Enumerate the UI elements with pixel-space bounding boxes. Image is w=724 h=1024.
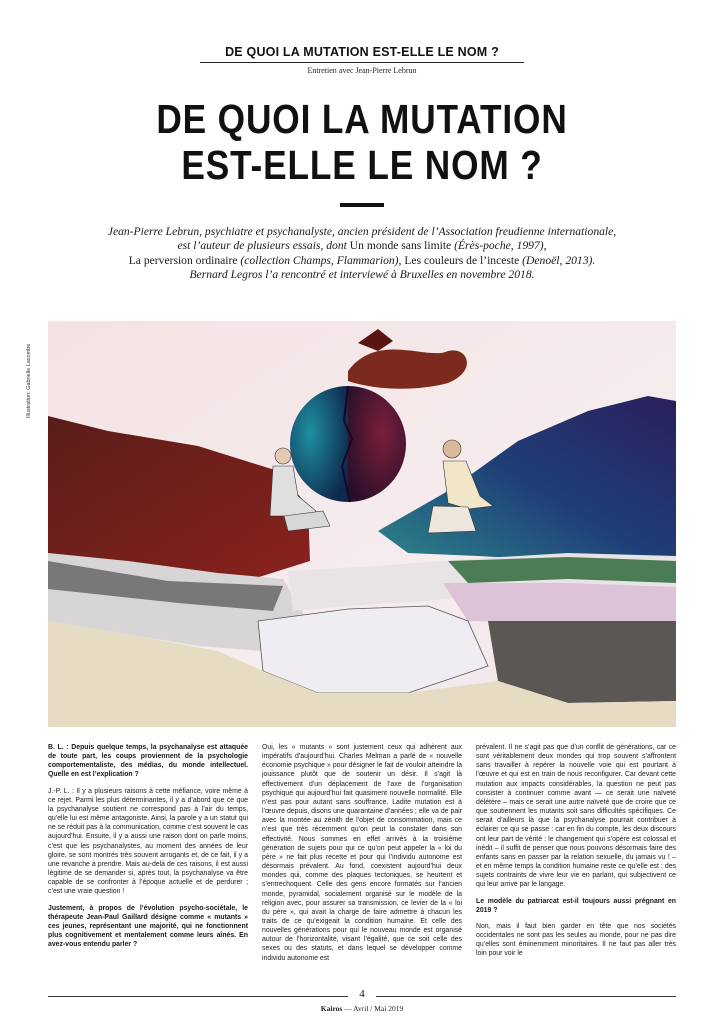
question-paragraph: Justement, à propos de l’évolution psycho-sociétale, le thérapeute Jean-Paul Gaillard désigne comme « mutants » ces jeunes, représentant une majorité, qui ne fonctionnent plus cognitivement et mentalement comme leurs aînés. En avez-vous entendu parler ? (48, 904, 248, 949)
deck-line-2a: est l’auteur de plusieurs essais, dont (177, 239, 350, 253)
deck-book-title-3: Les couleurs de l’inceste (404, 253, 520, 267)
publication-issue: — Avril / Mai 2019 (342, 1004, 404, 1013)
interview-byline: Entretien avec Jean-Pierre Lebrun (307, 66, 417, 75)
article-title-line-1: DE QUOI LA MUTATION (156, 96, 568, 142)
split-orb (290, 386, 406, 502)
illustration-artwork (48, 321, 676, 727)
header-rule (200, 62, 524, 63)
illustration-credit: Illustration: Gabrielle Lacombe (26, 343, 32, 418)
deck-line-4: Bernard Legros l’a rencontré et interviewé à Bruxelles en novembre 2018. (189, 268, 535, 282)
answer-paragraph: Oui, les « mutants » sont justement ceux qui adhèrent aux impératifs d’aujourd’hui. Charles Melman a parlé de « nouvelle économie psychique » pour désigner le fait de vouloir atteindre la jouissance plutôt que de soutenir un désir. Il s’agit là effectivement d’un déplacement de l’axe de l’organisation psychique qui aujourd’hui fait quasiment nouvelle normalité. Elle n’est pas pour autant sans souffrance. Ladite mutation est à l’œuvre depuis, disons une quarantaine d’années ; elle va de pair avec la montée au zénith de l’objet de consommation, mais ce n’est que très récemment qu’on peut la constater dans son effectivité. Nous sommes en effet arrivés à la troisième génération de sujets pour qui ce qu’on peut appeler la « loi du père » ne fait plus recette et pour qui l’individu autonome est désormais prévalent. Au fond, coexistent aujourd’hui deux mondes qui, comme des plaques tectoniques, se heurtent et s’entrechoquent. Celle des gens encore formatés sur l’ancien monde, pyramidal, socialement organisé sur le modèle de la religion avec, pour assurer sa transmission, ce levier de la « loi du père », qui avait la charge de faire admettre à chacun les traits de ce qu’exigeait la condition humaine. Et celle des nouvelles générations pour qui le nouveau monde est organisé autour de l’horizontalité, visant l’égalité, que ce soit celle des sexes ou des statuts, et dans lequel se développer comme individu autonome est (262, 744, 462, 962)
answer-paragraph: prévalent. Il ne s’agit pas que d’un conflit de générations, car ce sont véritablement deux mondes qui trop souvent s’affrontent sans travailler à repérer la nouvelle voie qui est pourtant à l’œuvre et qui est en train de nous reconfigurer. Car devant cette mutation aux impacts considérables, la question ne peut pas consister à continuer comme avant — ce serait une naïveté délétère – mais ce serait une autre naïveté que de croire que ce que soutiennent les mutants soit sans difficultés spécifiques. Ce serait d’ailleurs là que la psychanalyse pourrait contribuer à éclairer ce qui se passe : car en fin du compte, les deux discours ont leur part de vérité : le changement qui s’opère est colossal et inédit – il suffit de penser que nous pouvons désormais faire des enfants sans en passer par la relation sexuelle, du jamais vu ! – et en même temps la condition humaine reste ce qu’elle est : des sujets contraints de vivre leur vie en parlant, qui subjectivent ce qui leur arrive par le langage. (476, 744, 676, 889)
body-column-2 (262, 743, 462, 993)
body-column-1 (48, 743, 248, 993)
article-title-line-2: EST-ELLE LE NOM ? (181, 142, 543, 188)
deck-line-3 (60, 254, 664, 268)
article-deck (60, 225, 664, 283)
article-body (48, 743, 676, 993)
footer-publication-line (0, 1004, 724, 1013)
deck-line-2 (60, 239, 664, 253)
deck-book-title-2: La perversion ordinaire (128, 253, 238, 267)
body-column-3 (476, 743, 676, 993)
answer-paragraph: J.-P. L. : Il y a plusieurs raisons à cette méfiance, voire même à ce rejet. Parmi les plus déterminantes, il y a d’abord que ce que la psychanalyse soutient ne correspond pas à l’air du temps, qu’elle lui est même antagoniste. Ainsi, la parole y a un statut qui ne se réduit pas à la communication, comme c’est souvent le cas aujourd’hui. Ensuite, il y a aussi une raison dont on parle moins, c’est que les psychanalystes, au moment des années de leur gloire, se sont montrés très souvent arrogants et, de ce fait, il y a une revanche à prendre. Mais au-delà de ces raisons, il est aussi légitime de se demander si, après tout, la psychanalyse va être capable de se confronter à l’époque actuelle et de perdurer ; c’est une vraie question ! (48, 787, 248, 896)
deck-line-2c: (Érès-poche, 1997), (451, 239, 547, 253)
deck-line-3d: (Denoël, 2013). (519, 253, 596, 267)
green-stripe (448, 557, 676, 583)
running-head-title: DE QUOI LA MUTATION EST-ELLE LE NOM ? (225, 45, 499, 59)
answer-paragraph: Non, mais il faut bien garder en tête que nos sociétés occidentales ne sont pas les seules au monde, pour ne pas dire qu’elles sont éminemment minoritaires. Il ne faut pas aller très loin pour voir le (476, 922, 676, 958)
article-illustration (48, 321, 676, 727)
title-rule (340, 203, 384, 207)
pink-stripe (443, 583, 676, 623)
footer-rule-left (48, 996, 348, 997)
publication-name: Kairos (320, 1004, 343, 1013)
deck-line-3b: (collection Champs, Flammarion), (237, 253, 405, 267)
deck-book-title-1: Un monde sans limite (349, 239, 452, 253)
page-number: 4 (359, 988, 365, 1000)
question-paragraph: B. L. : Depuis quelque temps, la psychanalyse est attaquée de toute part, les coups proviennent de la psychologie comportementaliste, des médias, du monde intellectuel. Quelle en est l’explication ? (48, 744, 248, 779)
article-title (102, 96, 621, 188)
question-paragraph: Le modèle du patriarcat est-il toujours aussi prégnant en 2019 ? (476, 897, 676, 914)
deck-line-1: Jean-Pierre Lebrun, psychiatre et psychanalyste, ancien président de l’Association freudienne internationale, (107, 225, 617, 238)
footer-rule-right (376, 996, 676, 997)
